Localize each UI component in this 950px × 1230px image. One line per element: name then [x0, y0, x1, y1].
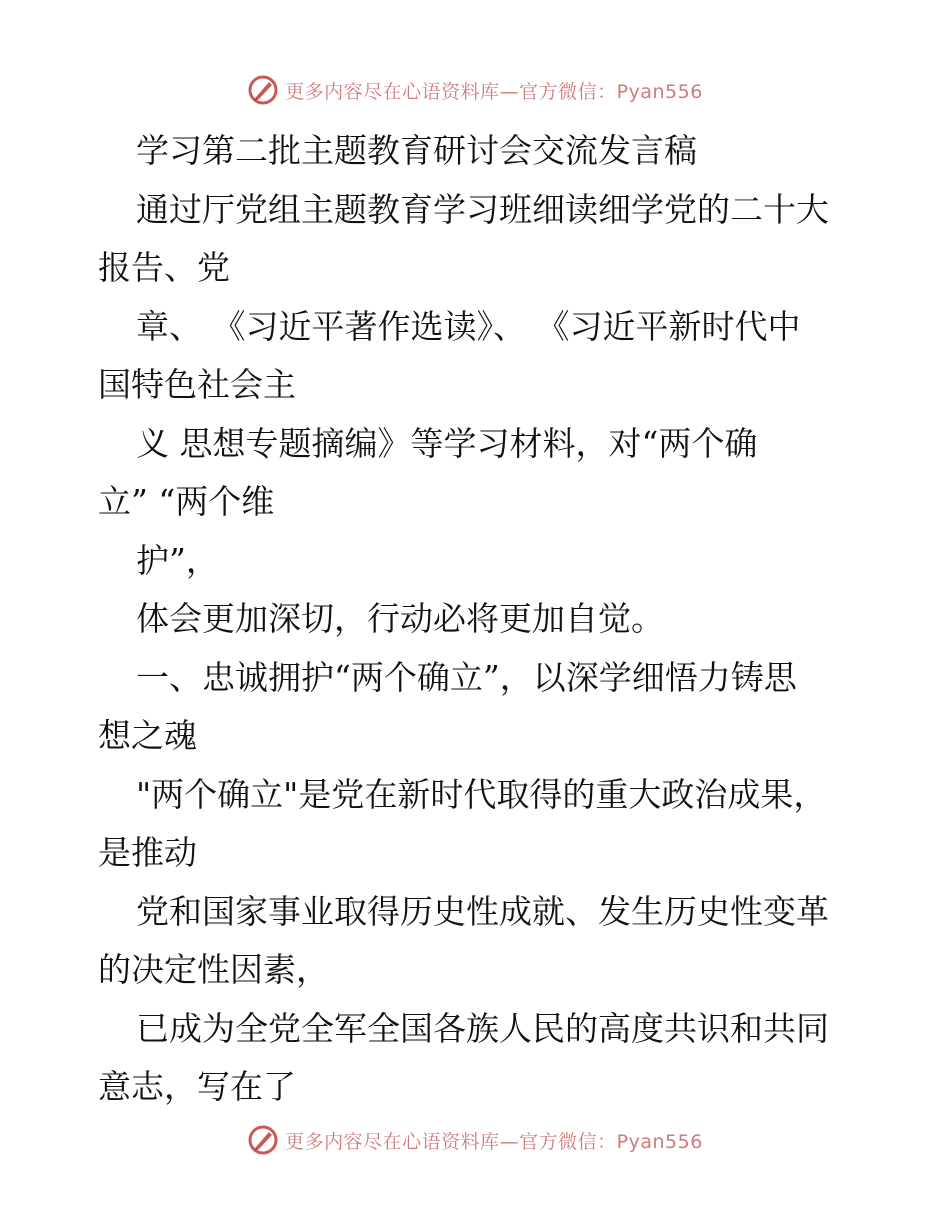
section-heading-continued: 想之魂	[98, 716, 197, 755]
watermark-text: 更多内容尽在心语资料库—官方微信：Pyan556	[285, 80, 703, 103]
paragraph-line: 党和国家事业取得历史性成就、发生历史性变革	[136, 891, 829, 931]
paragraph-line: 的决定性因素，	[98, 950, 329, 989]
watermark-text: 更多内容尽在心语资料库—官方微信：Pyan556	[285, 1130, 703, 1153]
paragraph-line: 是推动	[98, 833, 197, 872]
document-body	[98, 122, 858, 1117]
paragraph-line: 报告、党	[98, 248, 230, 287]
paragraph-line: 意志，写在了	[98, 1067, 296, 1106]
paragraph-line: 护”，	[136, 540, 219, 580]
paragraph-line: 义 思想专题摘编》等学习材料，对“两个确	[136, 423, 758, 463]
document-title: 学习第二批主题教育研讨会交流发言稿	[136, 131, 697, 170]
paragraph-line: 立” “两个维	[98, 482, 275, 521]
paragraph-line: 国特色社会主	[98, 365, 296, 404]
watermark-banner-top	[0, 70, 950, 110]
paragraph-line: 通过厅党组主题教育学习班细读细学党的二十大	[136, 189, 829, 229]
paragraph-line: 体会更加深切，行动必将更加自觉。	[136, 599, 664, 638]
paragraph-line: "两个确立"是党在新时代取得的重大政治成果，	[136, 774, 827, 814]
quill-pen-circle-icon	[247, 74, 279, 106]
paragraph-line: 章、 《习近平著作选读》、 《习近平新时代中	[136, 306, 801, 346]
watermark-banner-bottom	[0, 1120, 950, 1160]
quill-pen-circle-icon	[247, 1124, 279, 1156]
paragraph-line: 已成为全党全军全国各族人民的高度共识和共同	[136, 1008, 829, 1048]
section-heading: 一、忠诚拥护“两个确立”，以深学细悟力铸思	[136, 657, 797, 697]
